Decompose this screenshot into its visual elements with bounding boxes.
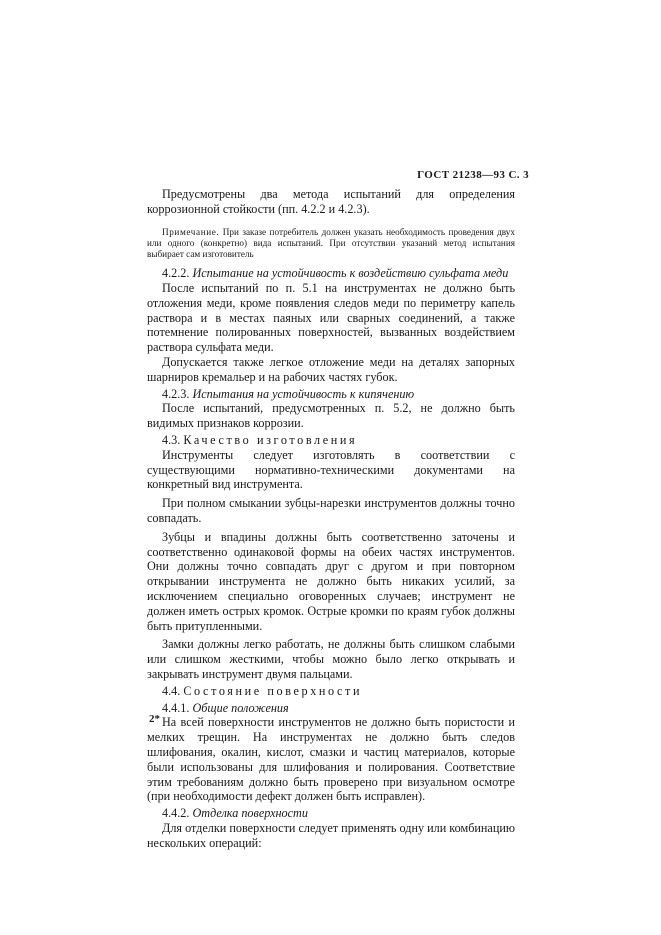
note-label: Примечание. (162, 226, 220, 237)
paragraph: Предусмотрены два метода испытаний для определения коррозионной стойкости (пп. 4.2.2 и 4.2.3). (147, 187, 515, 216)
section-number: 4.4.1. (162, 700, 193, 715)
paragraph: После испытаний, предусмотренных п. 5.2, не должно быть видимых признаков коррозии. (147, 401, 515, 431)
signature-mark: 2* (149, 713, 160, 725)
note-text: При заказе потребитель должен указать необходимость проведения двух или одного (конкретно) вида испытаний. При отсутствии указаний метод испытания выбирает сам изготовитель (147, 226, 515, 259)
section-number: 4.4.2. (162, 806, 193, 821)
section-heading-4-3 (147, 433, 515, 448)
paragraph: Инструменты следует изготовлять в соответствии с существующими нормативно-техническими документами на конкретный вид инструмента. (147, 447, 515, 492)
paragraph: Замки должны легко работать, не должны быть слишком слабыми или слишком жесткими, чтобы можно было легко открывать и закрывать инструмент двумя пальцами. (147, 637, 515, 681)
section-number: 4.3. (162, 432, 184, 447)
section-heading-4-4-2 (147, 806, 515, 821)
section-heading-4-2-2 (147, 266, 515, 281)
section-title: Испытание на устойчивость к воздействию сульфата меди (192, 266, 509, 281)
running-header: ГОСТ 21238—93 С. 3 (417, 169, 529, 181)
paragraph: При полном смыкании зубцы-нарезки инструментов должны точно совпадать. (147, 496, 515, 525)
section-heading-4-4-1 (147, 701, 515, 716)
section-number: 4.4. (162, 683, 184, 698)
paragraph: На всей поверхности инструментов не должно быть пористости и мелких трещин. На инструментах не должно быть следов шлифования, окалин, кислот, смазки и частиц материалов, которые были использованы для шлифования и полирования. Соответствие этим требованиям должно быть проверено при визуальном осмотре (при необходимости дефект должен быть исправлен). (147, 715, 515, 804)
paragraph: После испытаний по п. 5.1 на инструментах не должно быть отложения меди, кроме появления следов меди по периметру капель раствора и в местах паяных или сварных соединений, а также потемнение полированных поверхностей, вызванных воздействием раствора сульфата меди. (147, 281, 515, 355)
section-number: 4.2.2. (162, 266, 193, 281)
section-title: Качество изготовления (183, 432, 358, 447)
section-title: Отделка поверхности (192, 806, 308, 821)
section-heading-4-4 (147, 684, 515, 699)
paragraph: Зубцы и впадины должны быть соответственно заточены и соответственно одинаковой формы на обеих частях инструментов. Они должны точно совпадать друг с другом и при повторном открывании инструмента не должно быть никаких усилий, за исключением специально оговоренных случаев; инструмент не должен иметь острых кромок. Острые кромки по краям губок должны быть притупленными. (147, 529, 515, 633)
document-body (147, 187, 515, 850)
section-heading-4-2-3 (147, 387, 515, 402)
note (147, 227, 515, 261)
section-number: 4.2.3. (162, 386, 193, 401)
section-title: Испытания на устойчивость к кипячению (192, 386, 415, 401)
paragraph: Для отделки поверхности следует применять одну или комбинацию нескольких операций: (147, 820, 515, 850)
section-title: Состояние поверхности (183, 683, 363, 698)
section-title: Общие положения (192, 700, 289, 715)
paragraph: Допускается также легкое отложение меди на деталях запорных шарниров кремальер и на рабочих частях губок. (147, 354, 515, 384)
